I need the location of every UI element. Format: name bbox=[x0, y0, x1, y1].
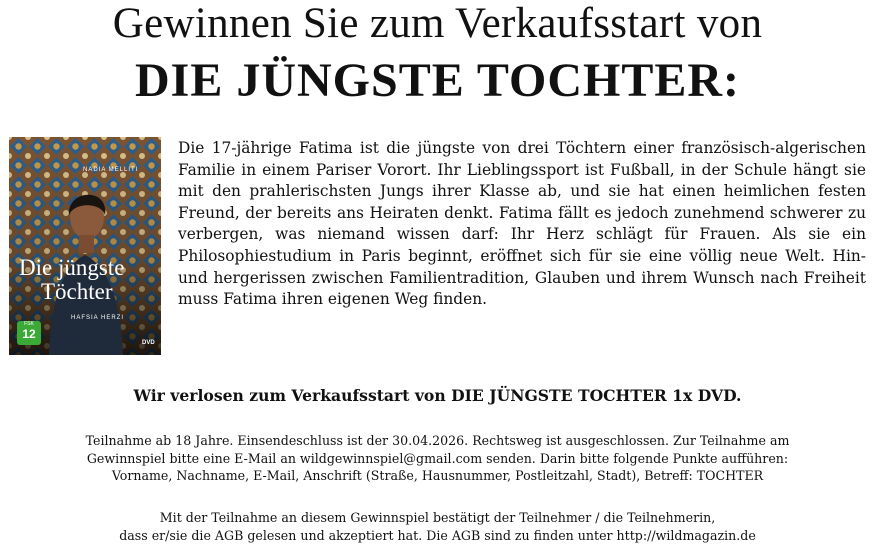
dvd-cover-image bbox=[9, 137, 161, 355]
participation-terms bbox=[0, 432, 875, 485]
dvd-logo: DVD bbox=[142, 340, 155, 346]
cover-title-line2: Töchter bbox=[41, 279, 113, 304]
terms-line: Vorname, Nachname, E-Mail, Anschrift (Straße, Hausnummer, Postleitzahl, Stadt), Betreff: TOCHTER bbox=[111, 468, 764, 483]
agb-line: Mit der Teilnahme an diesem Gewinnspiel bestätigt der Teilnehmer / die Teilnehmerin, bbox=[159, 510, 716, 525]
movie-description: Die 17-jährige Fatima ist die jüngste von drei Töchtern einer französisch-algerischen Familie in einem Pariser Vorort. Ihr Lieblingssport ist Fußball, in der Schule hängt sie mit den prahlerischsten Jungs ihrer Klasse ab, und sie hat einen heimlichen festen Freund, der bereits ans Heiraten denkt. Fatima fällt es jedoch zunehmend schwerer zu verbergen, was niemand wissen darf: Ihr Herz schlägt für Frauen. Als sie ein Philosophiestudium in Paris beginnt, eröffnet sich für sie eine völlig neue Welt. Hin- und hergerissen zwischen Familientradition, Glauben und ihrem Wunsch nach Freiheit muss Fatima ihren eigenen Weg finden. bbox=[178, 139, 866, 309]
cover-director: HAFSIA HERZI bbox=[71, 315, 125, 321]
terms-line: Teilnahme ab 18 Jahre. Einsendeschluss ist der 30.04.2026. Rechtsweg ist ausgeschlossen. Zur Teilnahme am bbox=[85, 433, 790, 448]
raffle-announcement: Wir verlosen zum Verkaufsstart von DIE JÜNGSTE TOCHTER 1x DVD. bbox=[133, 386, 742, 405]
headline-movie-title: DIE JÜNGSTE TOCHTER: bbox=[134, 54, 741, 107]
fsk-rating-badge: FSK 12 bbox=[17, 321, 41, 345]
agb-notice bbox=[0, 509, 875, 545]
cover-title-line1: Die jüngste bbox=[19, 255, 125, 280]
headline-line1: Gewinnen Sie zum Verkaufsstart von bbox=[112, 0, 763, 47]
agb-line: dass er/sie die AGB gelesen und akzeptiert hat. Die AGB sind zu finden unter http://wildmagazin.de bbox=[119, 528, 756, 543]
terms-line: Gewinnspiel bitte eine E-Mail an wildgewinnspiel@gmail.com senden. Darin bitte folgende Punkte aufführen: bbox=[86, 450, 789, 466]
cover-actor-name: NADIA MELLITI bbox=[83, 167, 139, 173]
